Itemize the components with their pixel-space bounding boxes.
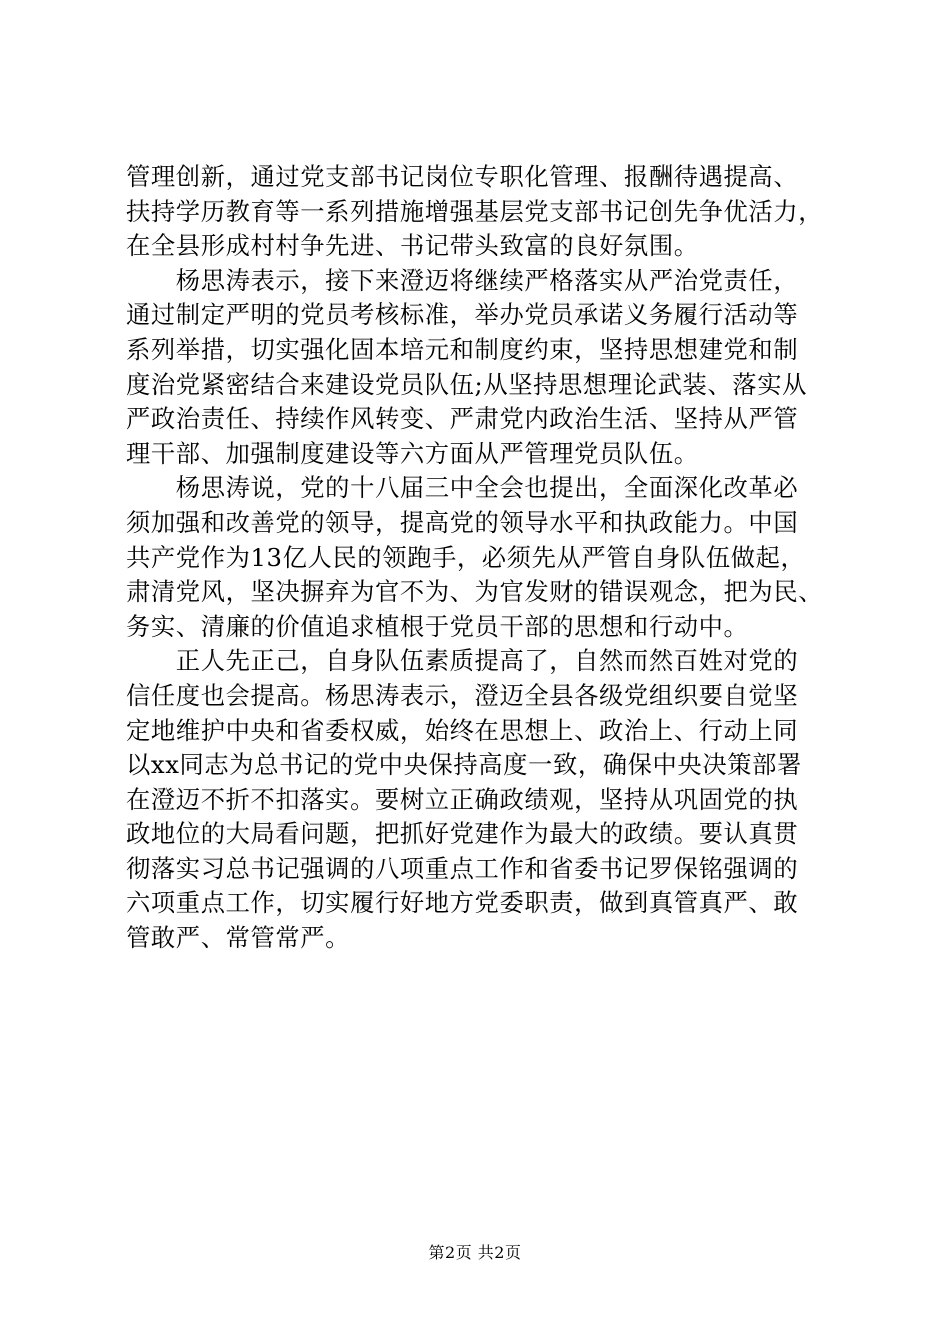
- document-body: [126, 160, 836, 956]
- text-line: 通过制定严明的党员考核标准，举办党员承诺义务履行活动等: [126, 300, 799, 330]
- text-line: 肃清党风，坚决摒弃为官不为、为官发财的错误观念，把为民、: [126, 577, 824, 607]
- text-line: 严政治责任、持续作风转变、严肃党内政治生活、坚持从严管: [126, 404, 799, 434]
- text-line: 理干部、加强制度建设等六方面从严管理党员队伍。: [126, 438, 699, 468]
- text-line: 系列举措，切实强化固本培元和制度约束，坚持思想建党和制: [126, 334, 799, 364]
- text-line: 管敢严、常管常严。: [126, 923, 351, 953]
- text-line: 定地维护中央和省委权威，始终在思想上、政治上、行动上同: [126, 715, 799, 745]
- text-line: 以xx同志为总书记的党中央保持高度一致，确保中央决策部署: [126, 750, 802, 780]
- text-line: 正人先正己，自身队伍素质提高了，自然而然百姓对党的: [126, 646, 799, 676]
- text-line: 六项重点工作，切实履行好地方党委职责，做到真管真严、敢: [126, 888, 799, 918]
- page-footer: [0, 1243, 950, 1263]
- text-line: 在澄迈不折不扣落实。要树立正确政绩观，坚持从巩固党的执: [126, 784, 799, 814]
- text-line: 信任度也会提高。杨思涛表示，澄迈全县各级党组织要自觉坚: [126, 680, 799, 710]
- text-line: 彻落实习总书记强调的八项重点工作和省委书记罗保铭强调的: [126, 853, 799, 883]
- text-line: 须加强和改善党的领导，提高党的领导水平和执政能力。中国: [126, 507, 799, 537]
- text-line: 度治党紧密结合来建设党员队伍;从坚持思想理论武装、落实从: [126, 369, 807, 399]
- text-line: 在全县形成村村争先进、书记带头致富的良好氛围。: [126, 231, 699, 261]
- text-line: 管理创新，通过党支部书记岗位专职化管理、报酬待遇提高、: [126, 162, 799, 191]
- text-line: 杨思涛说，党的十八届三中全会也提出，全面深化改革必: [126, 473, 799, 503]
- text-line: 务实、清廉的价值追求植根于党员干部的思想和行动中。: [126, 611, 749, 641]
- text-line: 杨思涛表示，接下来澄迈将继续严格落实从严治党责任，: [126, 265, 799, 295]
- page-number-label: 第2页 共2页: [428, 1243, 522, 1262]
- text-line: 扶持学历教育等一系列措施增强基层党支部书记创先争优活力，: [126, 196, 824, 226]
- text-line: 政地位的大局看问题，把抓好党建作为最大的政绩。要认真贯: [126, 819, 799, 849]
- text-line: 共产党作为13亿人民的领跑手，必须先从严管自身队伍做起，: [126, 542, 806, 572]
